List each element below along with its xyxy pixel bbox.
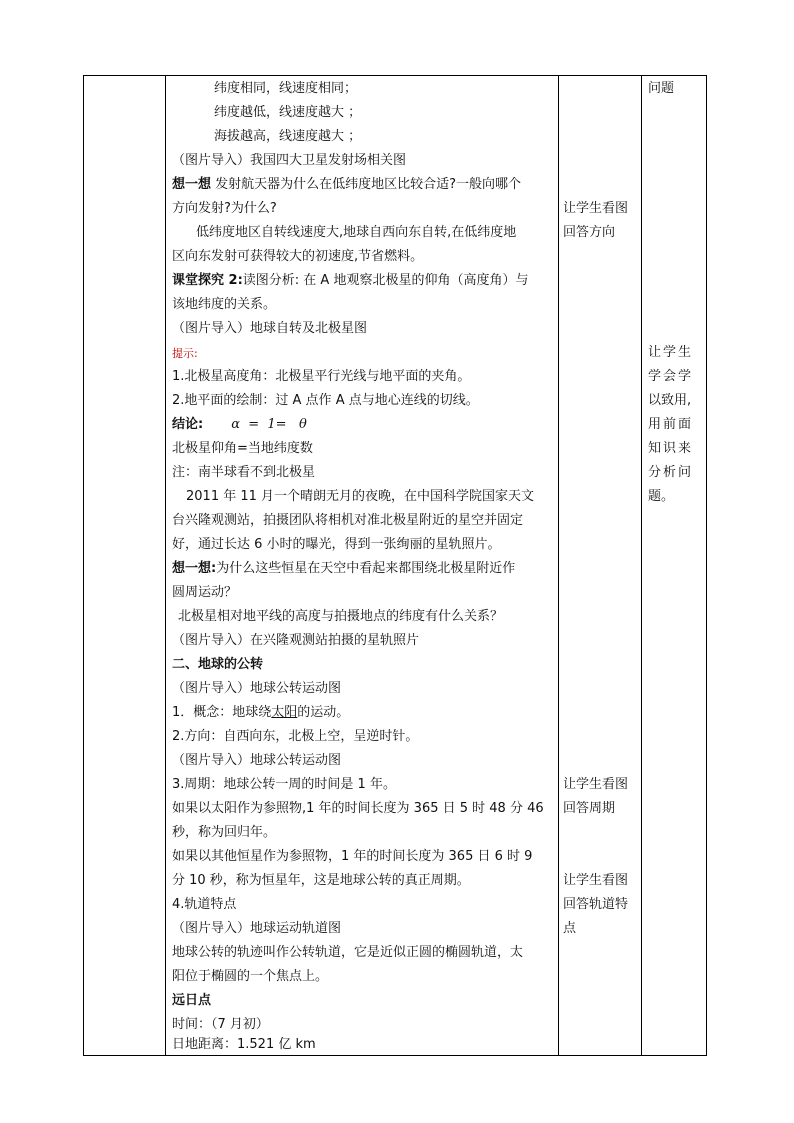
text-line: 阳位于椭圆的一个焦点上。 <box>172 969 329 984</box>
intent-text: 问题 <box>648 81 675 96</box>
heading-think: 想一想: <box>172 561 217 576</box>
text-line <box>172 417 307 433</box>
text-line <box>172 273 528 289</box>
intent-text: 分析问 <box>648 465 694 480</box>
text-line: 注：南半球看不到北极星 <box>172 465 316 480</box>
text-line: 4.轨道特点 <box>172 897 237 912</box>
text-line: 该地纬度的关系。 <box>172 297 277 312</box>
underlined-term: 太阳 <box>271 705 298 720</box>
text-line: 1.北极星高度角：北极星平行光线与地平面的夹角。 <box>172 369 471 384</box>
text-line: 秒，称为回归年。 <box>172 825 277 840</box>
hint-label: 提示: <box>172 347 198 360</box>
text-line: （图片导入）在兴隆观测站拍摄的星轨照片 <box>172 633 420 648</box>
text-line: 低纬度地区自转线速度大,地球自西向东自转,在低纬度地 <box>196 225 517 240</box>
text-line: 时间：（7 月初） <box>172 1017 269 1032</box>
text-line: 如果以其他恒星作为参照物，1 年的时间长度为 365 日 6 时 9 <box>172 849 533 864</box>
intent-text: 以致用, <box>648 393 692 408</box>
text-span: 发射航天器为什么在低纬度地区比较合适?一般向哪个 <box>211 177 522 192</box>
text-span: 1．概念：地球绕 <box>172 705 272 720</box>
intent-text: 题。 <box>648 489 675 504</box>
activity-text: 让学生看图 <box>563 873 629 888</box>
text-line: 2.方向：自西向东，北极上空，呈逆时针。 <box>172 729 419 744</box>
text-line: 2011 年 11 月一个晴朗无月的夜晚，在中国科学院国家天文 <box>186 489 535 504</box>
text-line: 圆周运动？ <box>172 585 238 600</box>
text-span: 为什么这些恒星在天空中看起来都围绕北极星附近作 <box>216 561 516 576</box>
text-line: 日地距离：1.521 亿 km <box>172 1037 316 1052</box>
teaching-content-cell <box>166 76 559 1056</box>
intent-text: 知识来 <box>648 441 694 456</box>
activity-text: 回答周期 <box>563 801 616 816</box>
text-line: 北极星相对地平线的高度与拍摄地点的纬度有什么关系？ <box>178 609 504 624</box>
text-line: 海拔越高，线速度越大 ； <box>214 129 362 144</box>
text-span: 读图分析: 在 A 地观察北极星的仰角（高度角）与 <box>242 273 529 288</box>
text-line: 地球公转的轨迹叫作公转轨道，它是近似正圆的椭圆轨道，太 <box>172 945 524 960</box>
text-line: 纬度越低，线速度越大 ； <box>214 105 362 120</box>
text-line <box>172 561 515 577</box>
student-activity-cell <box>559 76 642 1056</box>
subheading-aphelion: 远日点 <box>172 993 212 1008</box>
text-line <box>172 177 521 193</box>
table-row <box>84 76 707 1056</box>
activity-text: 让学生看图 <box>563 777 629 792</box>
heading-think: 想一想 <box>172 177 212 192</box>
text-line: 台兴隆观测站，拍摄团队将相机对准北极星附近的星空并固定 <box>172 513 524 528</box>
conclusion-label: 结论: <box>172 417 204 432</box>
activity-text: 让学生看图 <box>563 201 629 216</box>
text-line: 2.地平面的绘制：过 A 点作 A 点与地心连线的切线。 <box>172 393 479 408</box>
text-span: 的运动。 <box>297 705 350 720</box>
text-line: （图片导入）地球公转运动图 <box>172 681 342 696</box>
text-line: 区向东发射可获得较大的初速度,节省燃料。 <box>172 249 424 264</box>
blank-column-cell <box>84 76 166 1056</box>
text-line: （图片导入）地球公转运动图 <box>172 753 342 768</box>
intent-text: 学会学 <box>648 369 694 384</box>
intent-text: 让学生 <box>648 345 694 360</box>
text-line: （图片导入）我国四大卫星发射场相关图 <box>172 153 407 168</box>
text-line: 如果以太阳作为参照物,1 年的时间长度为 365 日 5 时 48 分 46 <box>172 801 544 816</box>
text-line: 3.周期：地球公转一周的时间是 1 年。 <box>172 777 396 792</box>
text-line: 方向发射?为什么? <box>172 201 277 216</box>
activity-text: 点 <box>563 921 577 936</box>
activity-text: 回答轨道特 <box>563 897 629 912</box>
text-line: 北极星仰角=当地纬度数 <box>172 441 313 456</box>
text-line: 纬度相同，线速度相同； <box>214 81 358 96</box>
design-intent-cell <box>642 76 707 1056</box>
formula: α = 1= θ <box>231 417 307 432</box>
section-heading: 二、地球的公转 <box>172 657 264 672</box>
heading-explore: 课堂探究 2: <box>172 273 243 288</box>
intent-text: 用前面 <box>648 417 694 432</box>
text-line: 分 10 秒，称为恒星年，这是地球公转的真正周期。 <box>172 873 470 888</box>
text-line: （图片导入）地球运动轨道图 <box>172 921 342 936</box>
text-line: （图片导入）地球自转及北极星图 <box>172 321 368 336</box>
text-line <box>172 705 349 721</box>
text-line: 好，通过长达 6 小时的曝光，得到一张绚丽的星轨照片。 <box>172 537 501 552</box>
activity-text: 回答方向 <box>563 225 616 240</box>
lesson-plan-table <box>83 75 707 1056</box>
